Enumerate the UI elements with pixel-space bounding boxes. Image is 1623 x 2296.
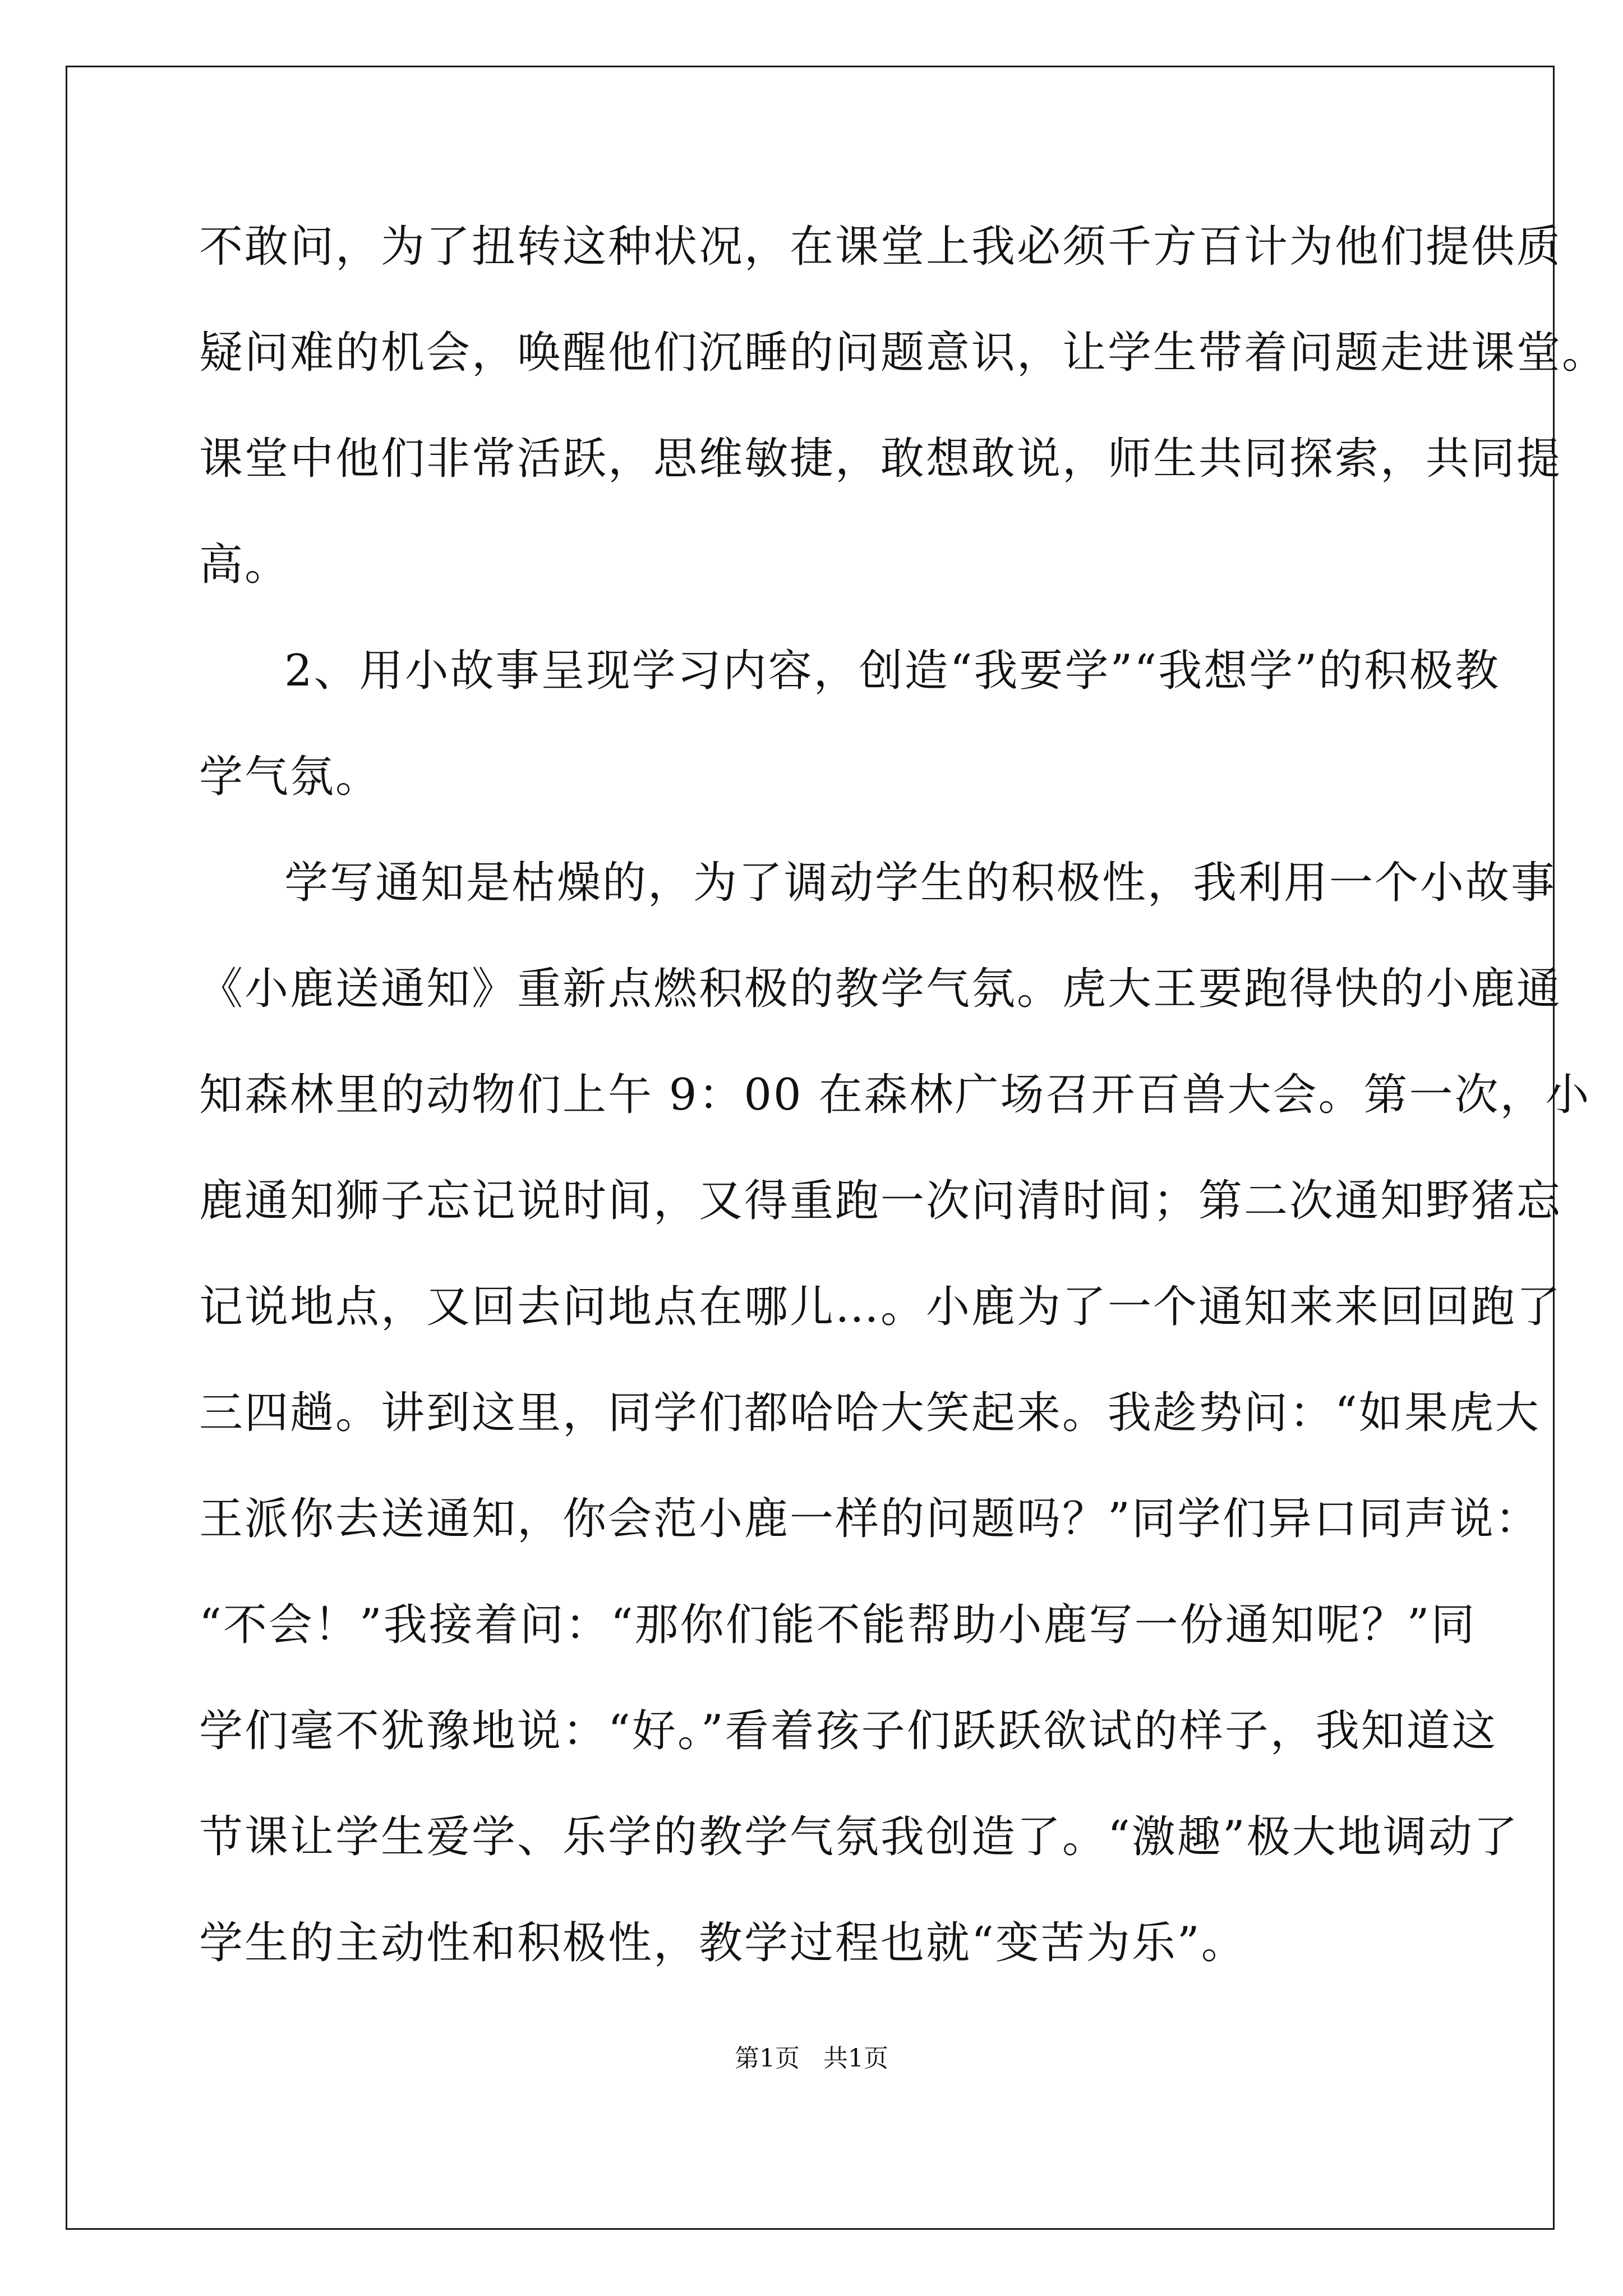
text-line: 三四趟。讲到这里，同学们都哈哈大笑起来。我趁势问：“如果虎大 xyxy=(199,1388,1541,1438)
text-line: 高。 xyxy=(199,540,291,590)
text-line: 知森林里的动物们上午 9：00 在森林广场召开百兽大会。第一次，小 xyxy=(199,1070,1591,1120)
text-line: 鹿通知狮子忘记说时间，又得重跑一次问清时间；第二次通知野猪忘 xyxy=(199,1176,1562,1226)
text-line: 记说地点，又回去问地点在哪儿…。小鹿为了一个通知来来回回跑了 xyxy=(199,1282,1562,1332)
text-line: 疑问难的机会，唤醒他们沉睡的问题意识，让学生带着问题走进课堂。 xyxy=(199,328,1608,378)
text-line: 学写通知是枯燥的，为了调动学生的积极性，我利用一个小故事 xyxy=(284,858,1557,908)
page-number: 第1页 共1页 xyxy=(735,2044,888,2073)
text-line: 学气氛。 xyxy=(199,752,381,802)
text-line: “不会！”我接着问：“那你们能不能帮助小鹿写一份通知呢？”同 xyxy=(199,1600,1477,1650)
document-body xyxy=(199,208,1608,2010)
text-line: 学生的主动性和积极性，教学过程也就“变苦为乐”。 xyxy=(199,1918,1247,1968)
text-line: 节课让学生爱学、乐学的教学气氛我创造了。“激趣”极大地调动了 xyxy=(199,1812,1519,1862)
text-line: 王派你去送通知，你会范小鹿一样的问题吗？”同学们异口同声说： xyxy=(199,1494,1541,1544)
text-line: 《小鹿送通知》重新点燃积极的教学气氛。虎大王要跑得快的小鹿通 xyxy=(199,964,1562,1014)
text-line: 课堂中他们非常活跃，思维敏捷，敢想敢说，师生共同探索，共同提 xyxy=(199,434,1562,484)
text-line: 不敢问，为了扭转这种状况，在课堂上我必须千方百计为他们提供质 xyxy=(199,222,1562,272)
text-line: 2、用小故事呈现学习内容，创造“我要学”“我想学”的积极教 xyxy=(284,646,1501,696)
text-line: 学们毫不犹豫地说：“好。”看着孩子们跃跃欲试的样子，我知道这 xyxy=(199,1706,1497,1756)
